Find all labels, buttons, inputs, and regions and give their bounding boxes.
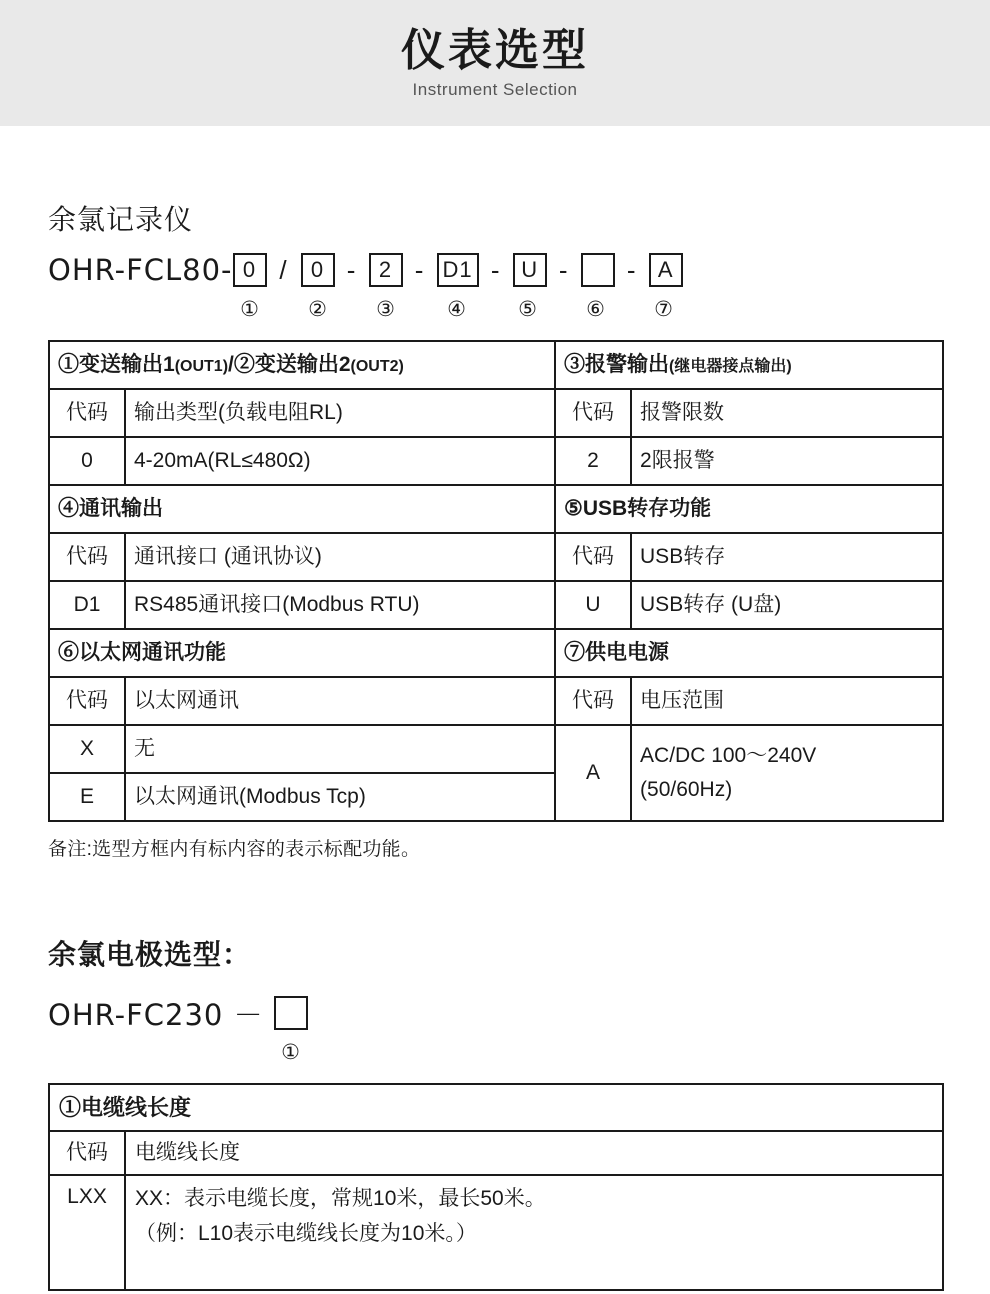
cell-cable-length-label: 电缆线长度	[125, 1131, 943, 1175]
electrode-marker-row	[48, 1037, 942, 1067]
cell-alarm-limit-label: 报警限数	[631, 389, 943, 437]
table-row	[49, 341, 943, 389]
cell-comm-header: ④通讯输出	[49, 485, 555, 533]
cell-voltage-label: 电压范围	[631, 677, 943, 725]
page-subtitle: Instrument Selection	[412, 80, 578, 100]
electrode-model-line	[48, 991, 942, 1035]
cell-out-header	[49, 341, 555, 389]
separator-5: -	[558, 254, 569, 285]
code-box-2[interactable]: 0	[301, 253, 335, 287]
code-box-3[interactable]: 2	[369, 253, 403, 287]
table-row	[49, 1084, 943, 1131]
table-note: 备注:选型方框内有标内容的表示标配功能。	[48, 839, 421, 860]
cable-table	[48, 1083, 944, 1291]
page-header	[0, 0, 990, 126]
cell-usb-header: ⑤USB转存功能	[555, 485, 943, 533]
cell-code-label-3: 代码	[49, 533, 125, 581]
alarm-header-sub: (继电器接点输出)	[669, 357, 792, 375]
electrode-model-prefix: OHR-FC230 －	[48, 997, 264, 1032]
marker-4: ④	[447, 297, 466, 321]
marker-2: ②	[308, 297, 327, 321]
code-box-6[interactable]	[581, 253, 615, 287]
electrode-section-title: 余氯电极选型：	[48, 939, 252, 970]
cell-cable-desc	[125, 1175, 943, 1290]
cell-comm-iface-label: 通讯接口 (通讯协议)	[125, 533, 555, 581]
cell-alarm-header	[555, 341, 943, 389]
cell-out-value: 4-20mA(RL≤480Ω)	[125, 437, 555, 485]
code-box-5[interactable]: U	[513, 253, 547, 287]
page-title: 仪表选型	[401, 25, 589, 75]
cell-alarm-value: 2限报警	[631, 437, 943, 485]
cell-alarm-code: 2	[555, 437, 631, 485]
out-header-left-sub2: (OUT2)	[350, 357, 404, 375]
marker-6: ⑥	[586, 297, 605, 321]
power-value-line1: AC/DC 100～240V	[640, 743, 817, 767]
marker-1: ①	[240, 297, 259, 321]
electrode-code-box[interactable]	[274, 996, 308, 1030]
separator-6: -	[626, 254, 637, 285]
cell-power-code: A	[555, 725, 631, 821]
cell-output-type-label: 输出类型(负载电阻RL)	[125, 389, 555, 437]
separator-1: /	[279, 254, 288, 285]
cell-ethernet-header: ⑥以太网通讯功能	[49, 629, 555, 677]
marker-row	[48, 292, 942, 326]
out-header-left: ①变送输出1	[58, 352, 175, 376]
code-box-7[interactable]: A	[649, 253, 683, 287]
separator-2: -	[346, 254, 357, 285]
code-box-1[interactable]: 0	[233, 253, 267, 287]
cell-ethernet-value-x: 无	[125, 725, 555, 773]
cell-code-label-1: 代码	[49, 389, 125, 437]
cell-cable-code-label: 代码	[49, 1131, 125, 1175]
code-box-4[interactable]: D1	[437, 253, 479, 287]
alarm-header: ③报警输出	[564, 352, 670, 376]
cell-out-code: 0	[49, 437, 125, 485]
cell-code-label-4: 代码	[555, 533, 631, 581]
out-header-left-mid: /②变送输出2	[228, 352, 351, 376]
table-row	[49, 725, 943, 773]
cell-comm-value: RS485通讯接口(Modbus RTU)	[125, 581, 555, 629]
cell-cable-code: LXX	[49, 1175, 125, 1290]
table-row	[49, 437, 943, 485]
cable-desc-line2: （例：L10表示电缆线长度为10米。）	[135, 1222, 477, 1245]
content-area	[0, 198, 990, 1291]
separator-4: -	[490, 254, 501, 285]
cell-ethernet-code-x: X	[49, 725, 125, 773]
table-row	[49, 1131, 943, 1175]
electrode-marker: ①	[281, 1040, 300, 1064]
cell-code-label-6: 代码	[555, 677, 631, 725]
cell-cable-header: ①电缆线长度	[49, 1084, 943, 1131]
table-row	[49, 1175, 943, 1290]
cell-power-value	[631, 725, 943, 821]
out-header-left-sub: (OUT1)	[174, 357, 229, 375]
cell-comm-code: D1	[49, 581, 125, 629]
marker-3: ③	[376, 297, 395, 321]
model-code-line	[48, 248, 942, 292]
separator-3: -	[414, 254, 425, 285]
model-prefix: OHR-FCL80-	[48, 253, 233, 287]
cell-usb-code: U	[555, 581, 631, 629]
marker-7: ⑦	[654, 297, 673, 321]
cell-ethernet-label: 以太网通讯	[125, 677, 555, 725]
marker-5: ⑤	[518, 297, 537, 321]
cell-code-label-2: 代码	[555, 389, 631, 437]
table-row	[49, 485, 943, 533]
cable-desc-line1: XX：表示电缆长度，常规10米，最长50米。	[135, 1186, 546, 1210]
table-row	[49, 629, 943, 677]
selection-table	[48, 340, 944, 822]
table-row	[49, 581, 943, 629]
product-name: 余氯记录仪	[48, 204, 194, 235]
cell-ethernet-value-e: 以太网通讯(Modbus Tcp)	[125, 773, 555, 821]
cell-usb-value: USB转存 (U盘)	[631, 581, 943, 629]
cell-usb-label: USB转存	[631, 533, 943, 581]
cell-code-label-5: 代码	[49, 677, 125, 725]
table-row	[49, 533, 943, 581]
power-value-line2: (50/60Hz)	[640, 778, 733, 801]
table-row	[49, 677, 943, 725]
cell-ethernet-code-e: E	[49, 773, 125, 821]
cell-power-header: ⑦供电电源	[555, 629, 943, 677]
cable-desc-spacer	[135, 1252, 933, 1284]
table-row	[49, 389, 943, 437]
